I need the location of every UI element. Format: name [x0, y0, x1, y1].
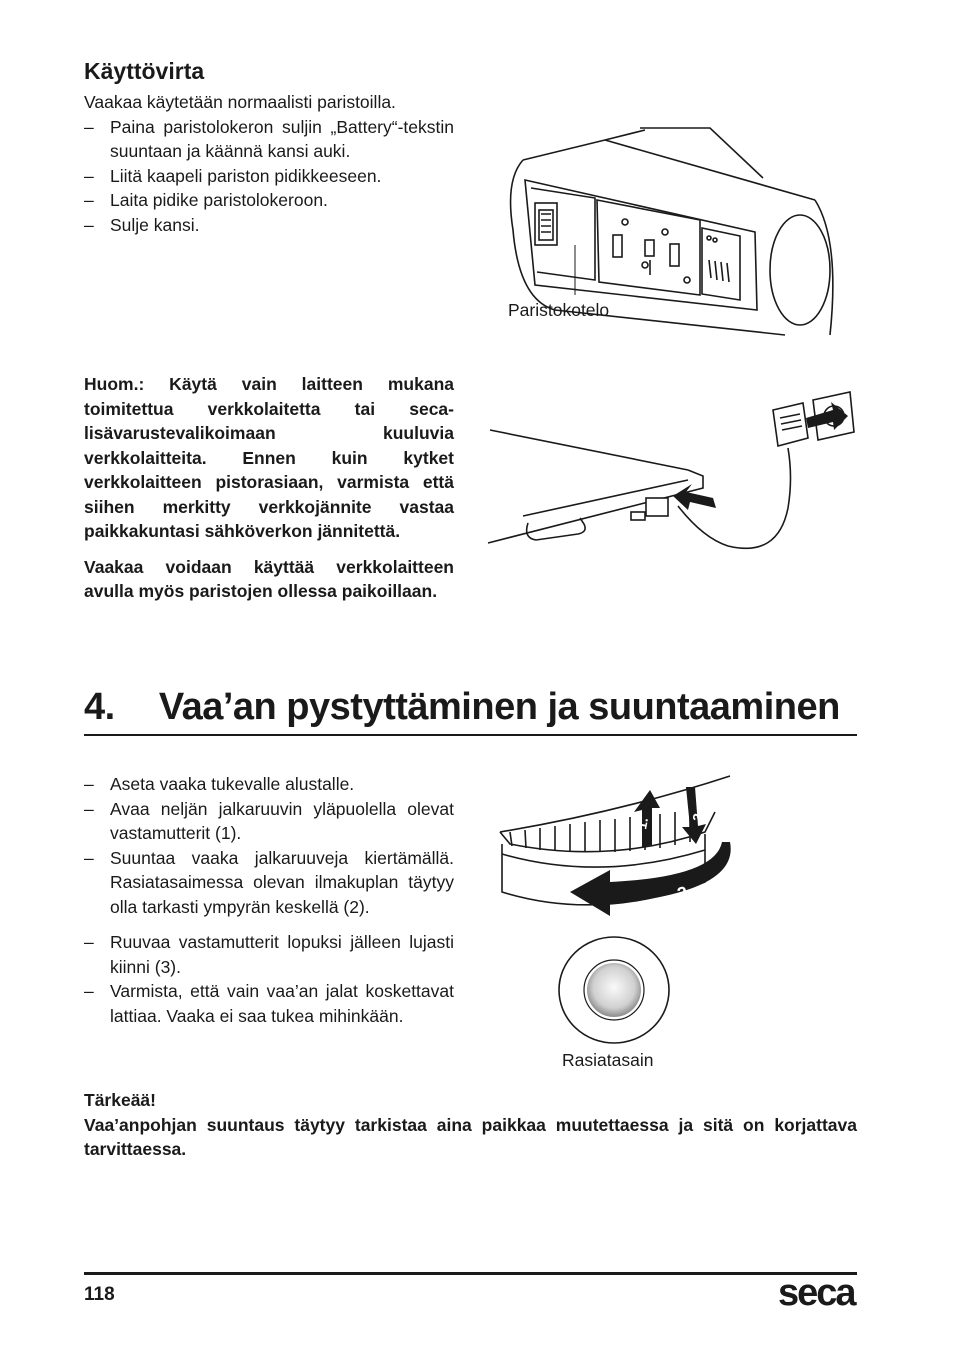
chapter-title: Vaa’an pystyttäminen ja suuntaaminen: [158, 686, 840, 728]
power-steps-list: [84, 115, 454, 238]
chapter-rule: [84, 734, 857, 736]
power-text-block: [84, 90, 454, 237]
note-mains-adapter: Huom.: Käytä vain laitteen mukana toimitettua verkkolaitetta tai seca-lisävarustevalikoimaan kuuluvia verkkolaitteita. Ennen kuin kytket verkkolaitteen pistorasiaan, varmista että siihen merkitty verkkojännite vastaa paikkakuntasi sähköverkon jännitettä.: [84, 374, 454, 541]
list-item: – Paina paristolokeron suljin „Battery“-tekstin suuntaan ja käännä kansi auki.: [84, 115, 454, 164]
list-item: – Aseta vaaka tukevalle alustalle.: [84, 772, 454, 797]
chapter-number: 4.: [84, 686, 115, 728]
setup-steps-list-2: [84, 930, 454, 1028]
list-item: – Suuntaa vaaka jalkaruuveja kiertämällä. Rasiatasaimessa olevan ilmakuplan täytyy olla tarkasti ympyrän keskellä (2).: [84, 846, 454, 920]
list-item: – Avaa neljän jalkaruuvin yläpuolella olevat vastamutterit (1).: [84, 797, 454, 846]
arrow-label-2: 2.: [675, 882, 694, 904]
important-title: Tärkeää!: [84, 1090, 156, 1110]
spirit-level-icon: [556, 935, 674, 1047]
list-item: – Ruuvaa vastamutterit lopuksi jälleen lujasti kiinni (3).: [84, 930, 454, 979]
power-note: [84, 372, 454, 604]
chapter-heading: [84, 686, 864, 729]
important-text: Vaa’anpohjan suuntaus täytyy tarkistaa aina paikkaa muutettaessa ja sitä on korjattava tarvittaessa.: [84, 1114, 857, 1159]
list-item: – Sulje kansi.: [84, 213, 454, 238]
list-item: – Liitä kaapeli pariston pidikkeeseen.: [84, 164, 454, 189]
important-block: [84, 1088, 857, 1162]
seca-logo: seca: [778, 1272, 855, 1314]
arrow-label-3: 3.: [689, 808, 707, 823]
setup-steps-list: [84, 772, 454, 919]
note-battery-usage: Vaakaa voidaan käyttää verkkolaitteen avulla myös paristojen ollessa paikoillaan.: [84, 556, 454, 601]
page-number: 118: [84, 1284, 115, 1305]
section-heading-power: Käyttövirta: [84, 58, 205, 84]
mains-adapter-illustration: [488, 388, 858, 558]
battery-figure-caption: Paristokotelo: [508, 300, 610, 320]
setup-text-block: [84, 772, 454, 1028]
power-intro: Vaakaa käytetään normaalisti paristoilla.: [84, 92, 396, 112]
list-item: – Varmista, että vain vaa’an jalat koskettavat lattiaa. Vaaka ei saa tukea mihinkään.: [84, 979, 454, 1028]
level-figure-caption: Rasiatasain: [562, 1050, 654, 1070]
list-item: – Laita pidike paristolokeroon.: [84, 188, 454, 213]
footer-rule: [84, 1272, 857, 1275]
arrow-label-1: 1.: [633, 816, 651, 831]
foot-screw-illustration: [490, 772, 740, 932]
